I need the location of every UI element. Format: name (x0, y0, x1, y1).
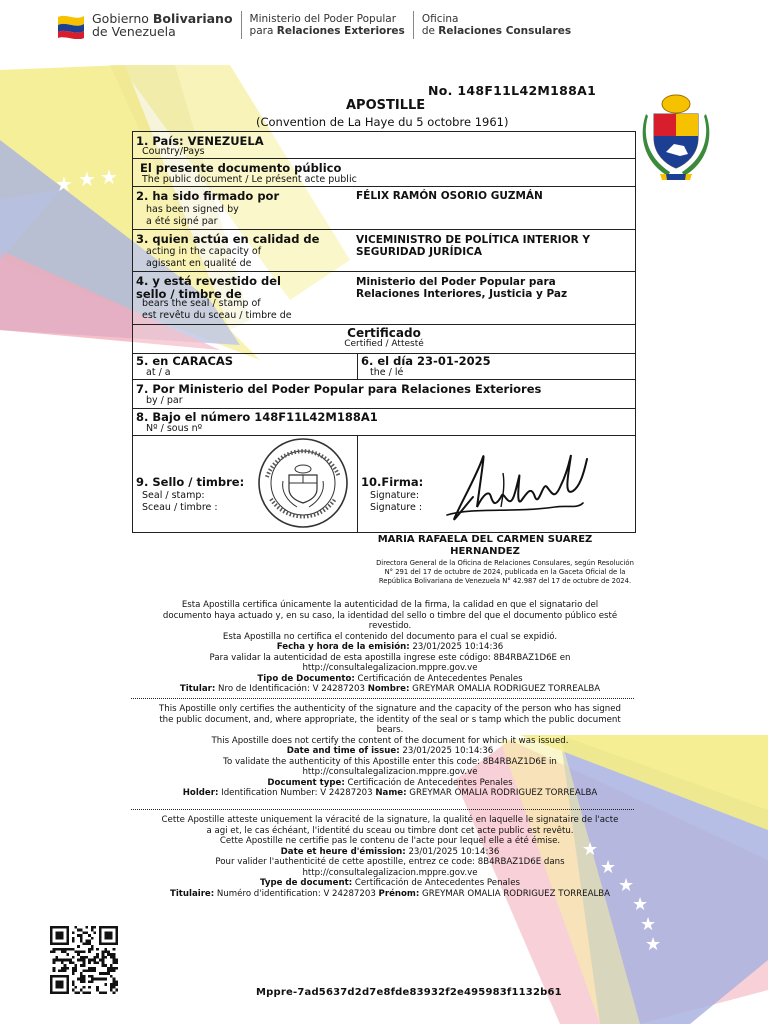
spanish-notice: Esta Apostilla certifica únicamente la autenticidad de la firma, la calidad en que el signatario del documento haya actuado y, en su caso, la identidad del sello o timbre del que el documento público esté revestido. Esta Apostilla no certifica el contenido del documento para el cual se expidió. Fecha y hora de la emisión: 23/01/2025 10:14:36 Para validar la autenticidad de esta apostilla ingrese este código: 8B4RBAZ1D6E en http://consultalegalizacion.mppre.gov.ve Tipo de Documento: Certificación de Antecedentes Penales Titular: Nro de Identificación: V 24287203 Nombre: GREYMAR OMALIA RODRIGUEZ TORREALBA (162, 600, 618, 694)
svg-text:★: ★ (78, 167, 96, 191)
stamp-sub-fr: Sceau / timbre : (142, 502, 218, 513)
seal-label-line2: sello / timbre de (136, 287, 242, 301)
place-sub: at / a (146, 367, 171, 378)
dotted-separator (131, 698, 634, 699)
svg-text:★: ★ (582, 839, 599, 860)
public-doc-sub: The public document / Le présent acte public (142, 174, 357, 185)
gov-name: Gobierno Bolivariano de Venezuela (92, 11, 233, 39)
capacity-value-line2: SEGURIDAD JURÍDICA (356, 246, 482, 258)
seal-label-line1: 4. y está revestido del (136, 274, 281, 288)
public-doc-label: El presente documento público (140, 161, 342, 175)
row-country (133, 132, 635, 159)
certified-sub: Certified / Attesté (344, 339, 424, 349)
row-certified (133, 324, 635, 354)
government-header (56, 8, 576, 42)
ministry-name: Ministerio del Poder Popular para Relaciones Exteriores (249, 13, 405, 37)
signature-sub-fr: Signature : (370, 502, 423, 513)
row-place-date (133, 353, 635, 380)
seal-sub-fr: est revêtu du sceau / timbre de (142, 310, 292, 321)
place-label: 5. en CARACAS (136, 354, 234, 368)
row-seal-signature (133, 435, 635, 532)
seal-signature-divider (357, 435, 358, 532)
by-label: 7. Por Ministerio del Poder Popular para Relaciones Exteriores (136, 382, 542, 396)
capacity-sub-fr: agissant en qualité de (146, 258, 252, 269)
signature-sub-en: Signature: (370, 490, 420, 501)
convention-subtitle: (Convention de La Haye du 5 octobre 1961) (256, 115, 509, 129)
certified-label: Certificado (347, 326, 421, 340)
number-sub: Nº / sous nº (146, 423, 203, 434)
qr-code-icon[interactable] (50, 926, 118, 994)
signed-label: 2. ha sido firmado por (136, 189, 280, 203)
signatory-name: MARIA RAFAELA DEL CARMEN SUAREZ HERNANDEZ (377, 534, 593, 557)
official-stamp-icon (253, 437, 353, 529)
svg-text:★: ★ (55, 172, 73, 196)
country-sub: Country/Pays (142, 146, 205, 157)
date-sub: the / lé (370, 367, 404, 378)
row-number (133, 408, 635, 436)
stamp-label: 9. Sello / timbre: (136, 475, 245, 489)
row-capacity (133, 229, 635, 272)
seal-sub-en: bears the seal / stamp of (142, 298, 261, 309)
row-seal (133, 271, 635, 325)
english-notice: This Apostille only certifies the authenticity of the signature and the capacity of the person who has signed the public document, and, where appropriate, the identity of the seal or s tamp which the public document bears. This Apostille does not certify the content of the document for which it was issued. Date and time of issue: 23/01/2025 10:14:36 To validate the authenticity of this Apostille enter this code: 8B4RBAZ1D6E in http://consultalegalizacion.mppre.gov.ve Document type: Certificación de Antecedentes Penales Holder: Identification Number: V 24287203 Name: GREYMAR OMALIA RODRIGUEZ TORREALBA (159, 704, 621, 798)
handwritten-signature-icon (443, 437, 593, 529)
seal-value-line2: Relaciones Interiores, Justicia y Paz (356, 288, 568, 300)
apostille-table (132, 131, 636, 533)
header-divider (413, 11, 414, 39)
dotted-separator (131, 809, 634, 810)
office-name: Oficina de Relaciones Consulares (421, 13, 572, 37)
french-notice: Cette Apostille atteste uniquement la véracité de la signature, la qualité en laquelle le signataire de l'acte a agi et, le cas échéant, l'identité du sceau ou timbre dont cet acte public est revêtu. Cette Apostille ne certifie pas le contenu de l'acte pour lequel elle a été émise. Date et heure d'émission: 23/01/2025 10:14:36 Pour valider l'authenticité de cette apostille, entrez ce code: 8B4RBAZ1D6E dans http://consultalegalizacion.mppre.gov.ve Type de document: Certificación de Antecedentes Penales Titulaire: Numéro d'identification: V 24287203 Prénom: GREYMAR OMALIA RODRIGUEZ TORREALBA (161, 815, 619, 899)
signatory-role: Directora General de la Oficina de Relaciones Consulares, según Resolución N° 291 del 17 de octubre de 2024, publicada en la Gaceta Oficial de la República Bolivariana de Venezuela N° 42.987 del 17 de octubre de 2024. (376, 559, 634, 585)
svg-text:★: ★ (632, 894, 649, 915)
svg-text:★: ★ (645, 934, 662, 955)
row-public-document (133, 158, 635, 187)
date-label: 6. el día 23-01-2025 (361, 354, 491, 368)
apostille-title: APOSTILLE (346, 98, 426, 113)
seal-value-line1: Ministerio del Poder Popular para (356, 276, 556, 288)
document-number: No. 148F11L42M188A1 (428, 83, 597, 98)
svg-text:★: ★ (100, 165, 118, 189)
coat-of-arms-icon (640, 86, 712, 182)
document-hash: Mppre-7ad5637d2d7e8fde83932f2e495983f1132b61 (256, 987, 562, 998)
capacity-sub-en: acting in the capacity of (146, 246, 262, 257)
venezuela-flag-logo-icon (56, 11, 86, 39)
signed-sub-fr: a été signé par (146, 216, 218, 227)
row-signed-by (133, 186, 635, 230)
row-by (133, 379, 635, 409)
signed-sub-en: has been signed by (146, 204, 239, 215)
stamp-sub-en: Seal / stamp: (142, 490, 205, 501)
svg-text:★: ★ (640, 914, 657, 935)
signature-label: 10.Firma: (361, 475, 424, 489)
svg-text:★: ★ (600, 857, 617, 878)
capacity-label: 3. quien actúa en calidad de (136, 232, 320, 246)
signer-name: FÉLIX RAMÓN OSORIO GUZMÁN (356, 190, 543, 202)
country-label: 1. País: VENEZUELA (136, 134, 264, 148)
header-divider (241, 11, 242, 39)
capacity-value-line1: VICEMINISTRO DE POLÍTICA INTERIOR Y (356, 234, 590, 246)
svg-text:★: ★ (618, 875, 635, 896)
number-label: 8. Bajo el número 148F11L42M188A1 (136, 410, 378, 424)
by-sub: by / par (146, 395, 183, 406)
place-date-divider (357, 353, 358, 379)
